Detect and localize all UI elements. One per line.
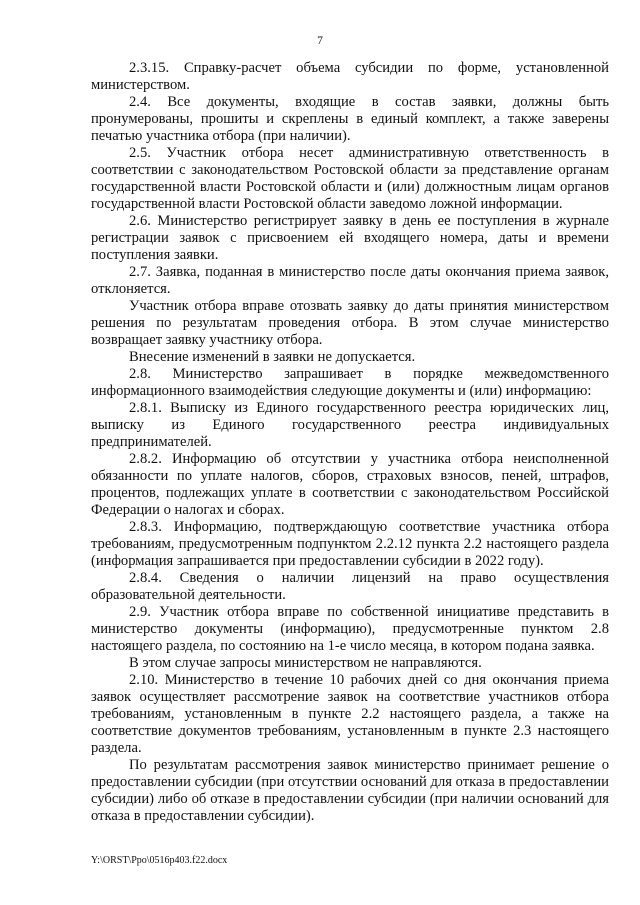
- paragraph: 2.7. Заявка, поданная в министерство после даты окончания приема заявок, отклоняется.: [91, 264, 609, 297]
- paragraph: Участник отбора вправе отозвать заявку до даты принятия министерством решения по результатам проведения отбора. В этом случае министерство возвращает заявку участнику отбора.: [91, 298, 609, 348]
- document-body: [91, 60, 609, 825]
- file-path-footer: Y:\ORST\Ppo\0516p403.f22.docx: [91, 855, 228, 866]
- paragraph: 2.4. Все документы, входящие в состав заявки, должны быть пронумерованы, прошиты и скреплены в единый комплект, а также заверены печатью участника отбора (при наличии).: [91, 94, 609, 144]
- paragraph: 2.8.2. Информацию об отсутствии у участника отбора неисполненной обязанности по уплате налогов, сборов, страховых взносов, пеней, штрафов, процентов, подлежащих уплате в соответствии с законодательством Российской Федерации о налогах и сборах.: [91, 451, 609, 518]
- paragraph: 2.5. Участник отбора несет административную ответственность в соответствии с законодательством Ростовской области за представление органам государственной власти Ростовской области и (или) должностным лицам органов государственной власти Ростовской области заведомо ложной информации.: [91, 145, 609, 212]
- page-number: 7: [317, 35, 323, 47]
- paragraph: По результатам рассмотрения заявок министерство принимает решение о предоставлении субсидии (при отсутствии оснований для отказа в предоставлении субсидии) либо об отказе в предоставлении субсидии (при наличии оснований для отказа в предоставлении субсидии).: [91, 757, 609, 824]
- paragraph: 2.6. Министерство регистрирует заявку в день ее поступления в журнале регистрации заявок с присвоением ей входящего номера, даты и времени поступления заявки.: [91, 213, 609, 263]
- paragraph: В этом случае запросы министерством не направляются.: [129, 655, 482, 671]
- paragraph: Внесение изменений в заявки не допускается.: [129, 349, 416, 365]
- paragraph: 2.8. Министерство запрашивает в порядке межведомственного информационного взаимодействия следующие документы и (или) информацию:: [91, 366, 609, 399]
- paragraph: 2.9. Участник отбора вправе по собственной инициативе представить в министерство документы (информацию), предусмотренные пунктом 2.8 настоящего раздела, по состоянию на 1-е число месяца, в котором подана заявка.: [91, 604, 609, 654]
- paragraph: 2.8.1. Выписку из Единого государственного реестра юридических лиц, выписку из Единого государственного реестра индивидуальных предпринимателей.: [91, 400, 609, 450]
- paragraph: 2.8.3. Информацию, подтверждающую соответствие участника отбора требованиям, предусмотренным подпунктом 2.2.12 пункта 2.2 настоящего раздела (информация запрашивается при предоставлении субсидии в 2022 году).: [91, 519, 609, 569]
- paragraph: 2.3.15. Справку-расчет объема субсидии по форме, установленной министерством.: [91, 60, 609, 93]
- paragraph: 2.8.4. Сведения о наличии лицензий на право осуществления образовательной деятельности.: [91, 570, 609, 603]
- paragraph: 2.10. Министерство в течение 10 рабочих дней со дня окончания приема заявок осуществляет рассмотрение заявок на соответствие участников отбора требованиям, установленным в пункте 2.2 настоящего раздела, а также на соответствие документов требованиям, установленным в пункте 2.3 настоящего раздела.: [91, 672, 609, 756]
